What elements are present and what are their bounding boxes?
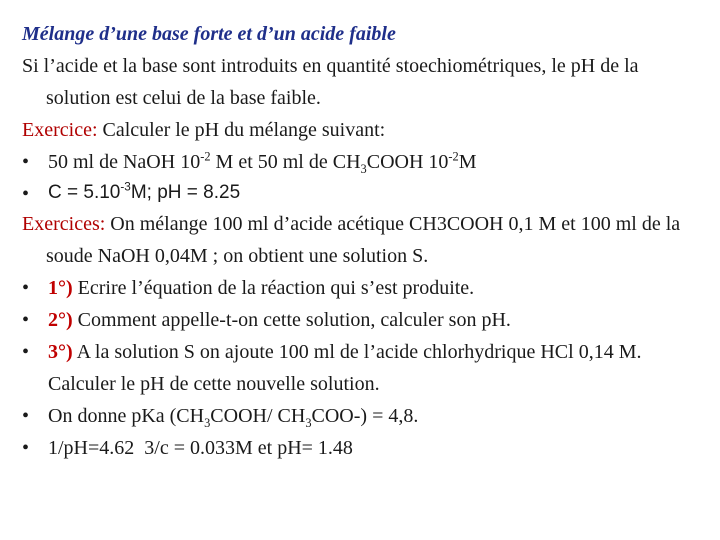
bullet-marker: • <box>22 151 30 173</box>
exercise2-text: On mélange 100 ml d’acide acétique CH3COOH 0,1 M et 100 ml de la soude NaOH 0,04M ; on obtient une solution S. <box>46 213 681 268</box>
exercise2-pka: • On donne pKa ($CH_3COOH/$ $CH_3COO-) = 4,8$. <box>22 400 702 432</box>
item-text: A la solution S on ajoute 100 ml de l’acide chlorhydrique HCl 0,14 M. Calculer le pH de cette nouvelle solution. <box>48 341 642 396</box>
bullet-marker: • <box>22 341 30 364</box>
exercise1-bullet-2: • $C = 5.10^{-3}M$; pH = 8.25 <box>22 178 702 208</box>
bullet-marker: • <box>22 405 30 428</box>
intro-paragraph: Si l’acide et la base sont introduits en quantité stoechiométriques, le pH de la solution est celui de la base faible. <box>22 55 639 109</box>
item-text: Comment appelle-t-on cette solution, calculer son pH. <box>72 309 511 332</box>
bullet-marker: • <box>22 277 30 300</box>
bullet-marker: • <box>22 309 30 332</box>
item-text: Ecrire l’équation de la réaction qui s’est produite. <box>72 277 475 300</box>
exercise1-bullet-1: • 50 ml de NaOH $10^{-2}$ M et 50 ml de $CH_3COOH$ $10^{-2}M$ <box>22 146 702 178</box>
slide-content <box>22 18 702 464</box>
bullet-marker: • <box>22 437 30 460</box>
exercise1-text: Calculer le pH du mélange suivant: <box>97 119 386 141</box>
exercise2-heading <box>22 208 702 272</box>
exercise1-heading <box>22 114 702 146</box>
item-number: 3°) <box>48 341 73 364</box>
exercise2-item-3 <box>22 336 702 400</box>
item-number: 1°) <box>48 277 73 300</box>
bullet-marker: • <box>22 183 30 205</box>
answer-text: 1/pH=4.62 3/c = 0.033M et pH= 1.48 <box>48 437 353 460</box>
exercise1-label: Exercice: <box>22 119 98 141</box>
exercise2-label: Exercices: <box>22 213 106 236</box>
item-number: 2°) <box>48 309 73 332</box>
exercise2-answer <box>22 432 702 464</box>
exercise2-item-2 <box>22 304 702 336</box>
exercise2-item-1 <box>22 272 702 304</box>
slide-title: Mélange d’une base forte et d’un acide faible <box>22 23 396 45</box>
